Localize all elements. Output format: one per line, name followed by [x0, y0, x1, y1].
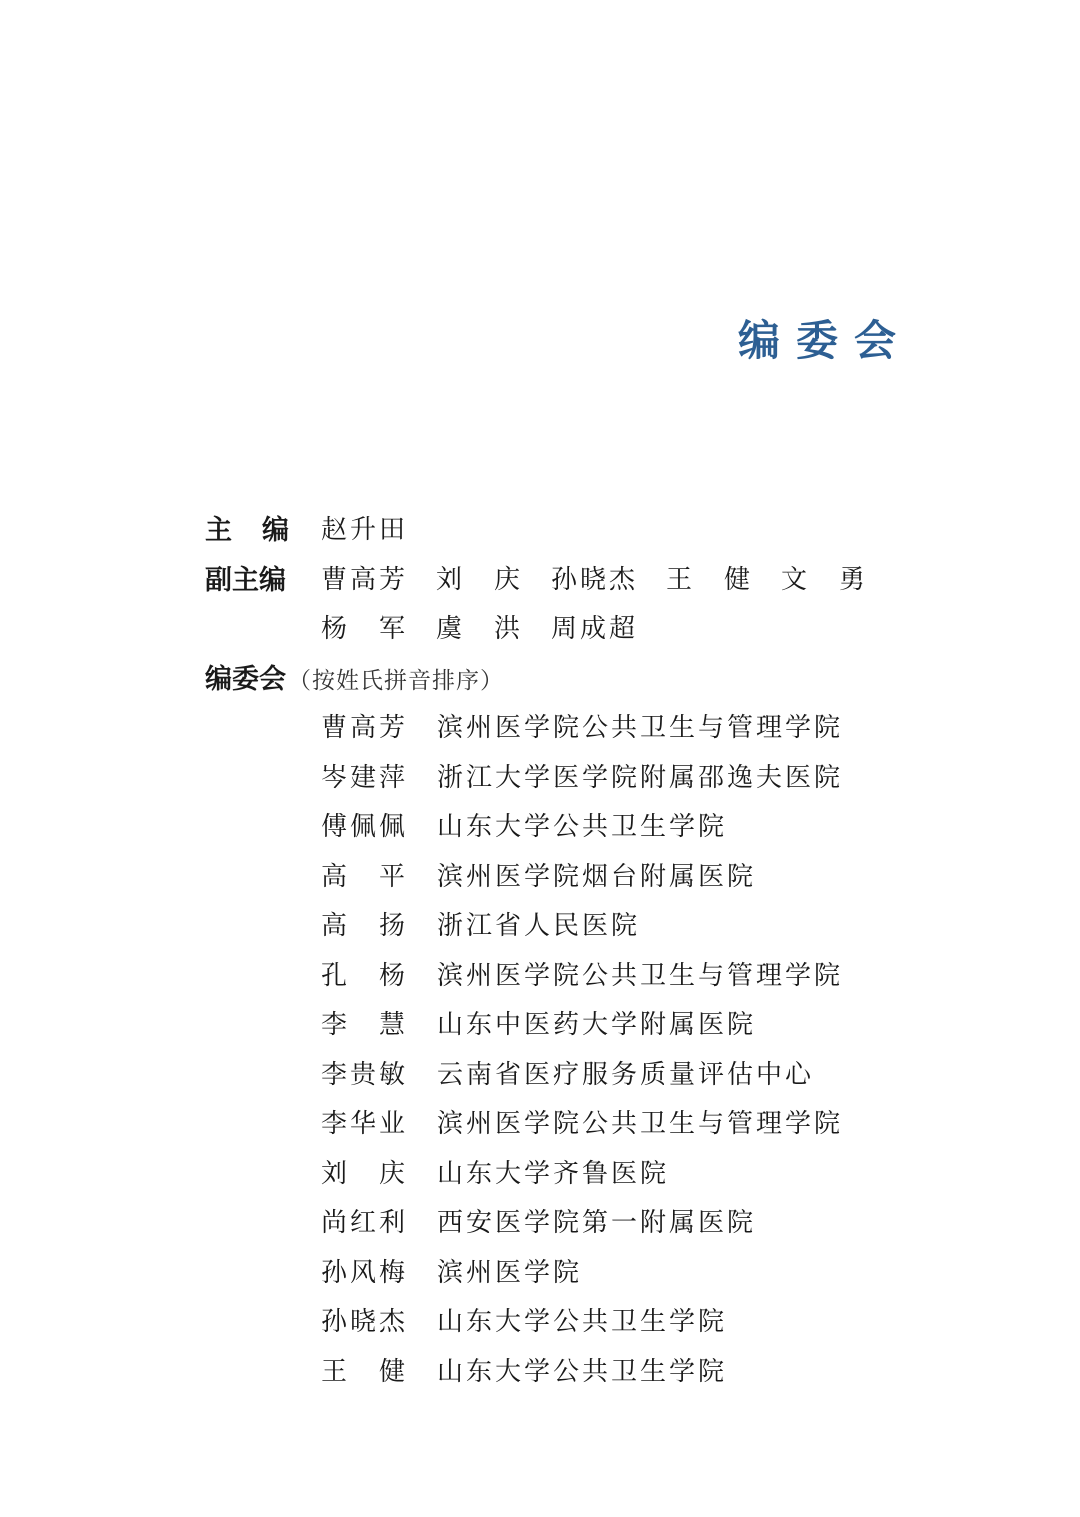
deputy-editor-name: 刘庆: [436, 564, 553, 595]
member-name: 岑建萍: [321, 762, 409, 793]
committee-member-row: [205, 952, 985, 1002]
member-name: 高扬: [321, 911, 438, 941]
member-affiliation: 山东大学公共卫生学院: [437, 812, 728, 842]
member-affiliation: 云南省医疗服务质量评估中心: [437, 1059, 815, 1090]
deputy-editor-names-1: [321, 556, 896, 606]
member-name: 孙晓杰: [321, 1307, 409, 1337]
member-affiliation: 滨州医学院烟台附属医院: [437, 861, 757, 892]
committee-member-row: [205, 1298, 985, 1348]
committee-member-row: [205, 1051, 985, 1101]
committee-member-row: [205, 902, 985, 952]
member-name: 孔杨: [321, 960, 438, 991]
member-affiliation: 山东中医药大学附属医院: [437, 1010, 757, 1040]
editorial-roster: [205, 506, 985, 1397]
member-name: 尚红利: [321, 1208, 409, 1238]
committee-member-row: [205, 1249, 985, 1299]
committee-member-row: [205, 1150, 985, 1200]
chief-editor-names: [321, 506, 436, 556]
committee-label-text: 编委会: [205, 663, 286, 695]
committee-member-list: [205, 704, 985, 1397]
committee-member-row: [205, 1348, 985, 1398]
page-title: 编委会: [738, 316, 913, 365]
deputy-editor-name: 文勇: [781, 564, 898, 595]
chief-editor-name: 赵升田: [321, 515, 409, 545]
member-affiliation: 浙江省人民医院: [437, 911, 641, 941]
member-affiliation: 滨州医学院公共卫生与管理学院: [437, 1109, 844, 1139]
member-name: 孙风梅: [321, 1257, 409, 1288]
deputy-editor-name: 虞洪: [436, 614, 553, 644]
committee-member-row: [205, 853, 985, 903]
member-name: 李贵敏: [321, 1059, 409, 1090]
deputy-editor-name: 王健: [666, 564, 783, 595]
committee-sort-note: （按姓氏拼音排序）: [288, 667, 504, 694]
member-name: 傅佩佩: [321, 812, 409, 842]
member-name: 刘庆: [321, 1158, 438, 1189]
member-affiliation: 滨州医学院公共卫生与管理学院: [437, 713, 844, 743]
member-affiliation: 滨州医学院公共卫生与管理学院: [437, 960, 844, 991]
committee-member-row: [205, 1100, 985, 1150]
deputy-editor-name: 孙晓杰: [551, 564, 639, 595]
committee-member-row: [205, 1199, 985, 1249]
member-name: 高平: [321, 861, 438, 892]
member-affiliation: 滨州医学院: [437, 1257, 583, 1288]
member-affiliation: 西安医学院第一附属医院: [437, 1208, 757, 1238]
committee-header-row: [205, 655, 985, 705]
member-affiliation: 山东大学公共卫生学院: [437, 1356, 728, 1387]
deputy-editor-name: 杨军: [321, 614, 438, 644]
committee-member-row: [205, 803, 985, 853]
committee-label: [205, 655, 504, 707]
member-name: 曹高芳: [321, 713, 409, 743]
chief-editor-label: 主编: [205, 515, 319, 546]
deputy-editors-row-1: [205, 556, 985, 606]
member-affiliation: 浙江大学医学院附属邵逸夫医院: [437, 762, 844, 793]
deputy-editor-label: 副主编: [205, 564, 286, 596]
deputy-editor-name: 周成超: [551, 614, 639, 644]
committee-member-row: [205, 704, 985, 754]
committee-member-row: [205, 1001, 985, 1051]
deputy-editor-name: 曹高芳: [321, 564, 409, 595]
member-name: 王健: [321, 1356, 438, 1387]
member-name: 李华业: [321, 1109, 409, 1139]
member-affiliation: 山东大学公共卫生学院: [437, 1307, 728, 1337]
chief-editor-row: [205, 506, 985, 556]
deputy-editor-names-2: [321, 605, 666, 655]
committee-member-row: [205, 754, 985, 804]
member-affiliation: 山东大学齐鲁医院: [437, 1158, 670, 1189]
deputy-editors-row-2: [205, 605, 985, 655]
member-name: 李慧: [321, 1010, 438, 1040]
